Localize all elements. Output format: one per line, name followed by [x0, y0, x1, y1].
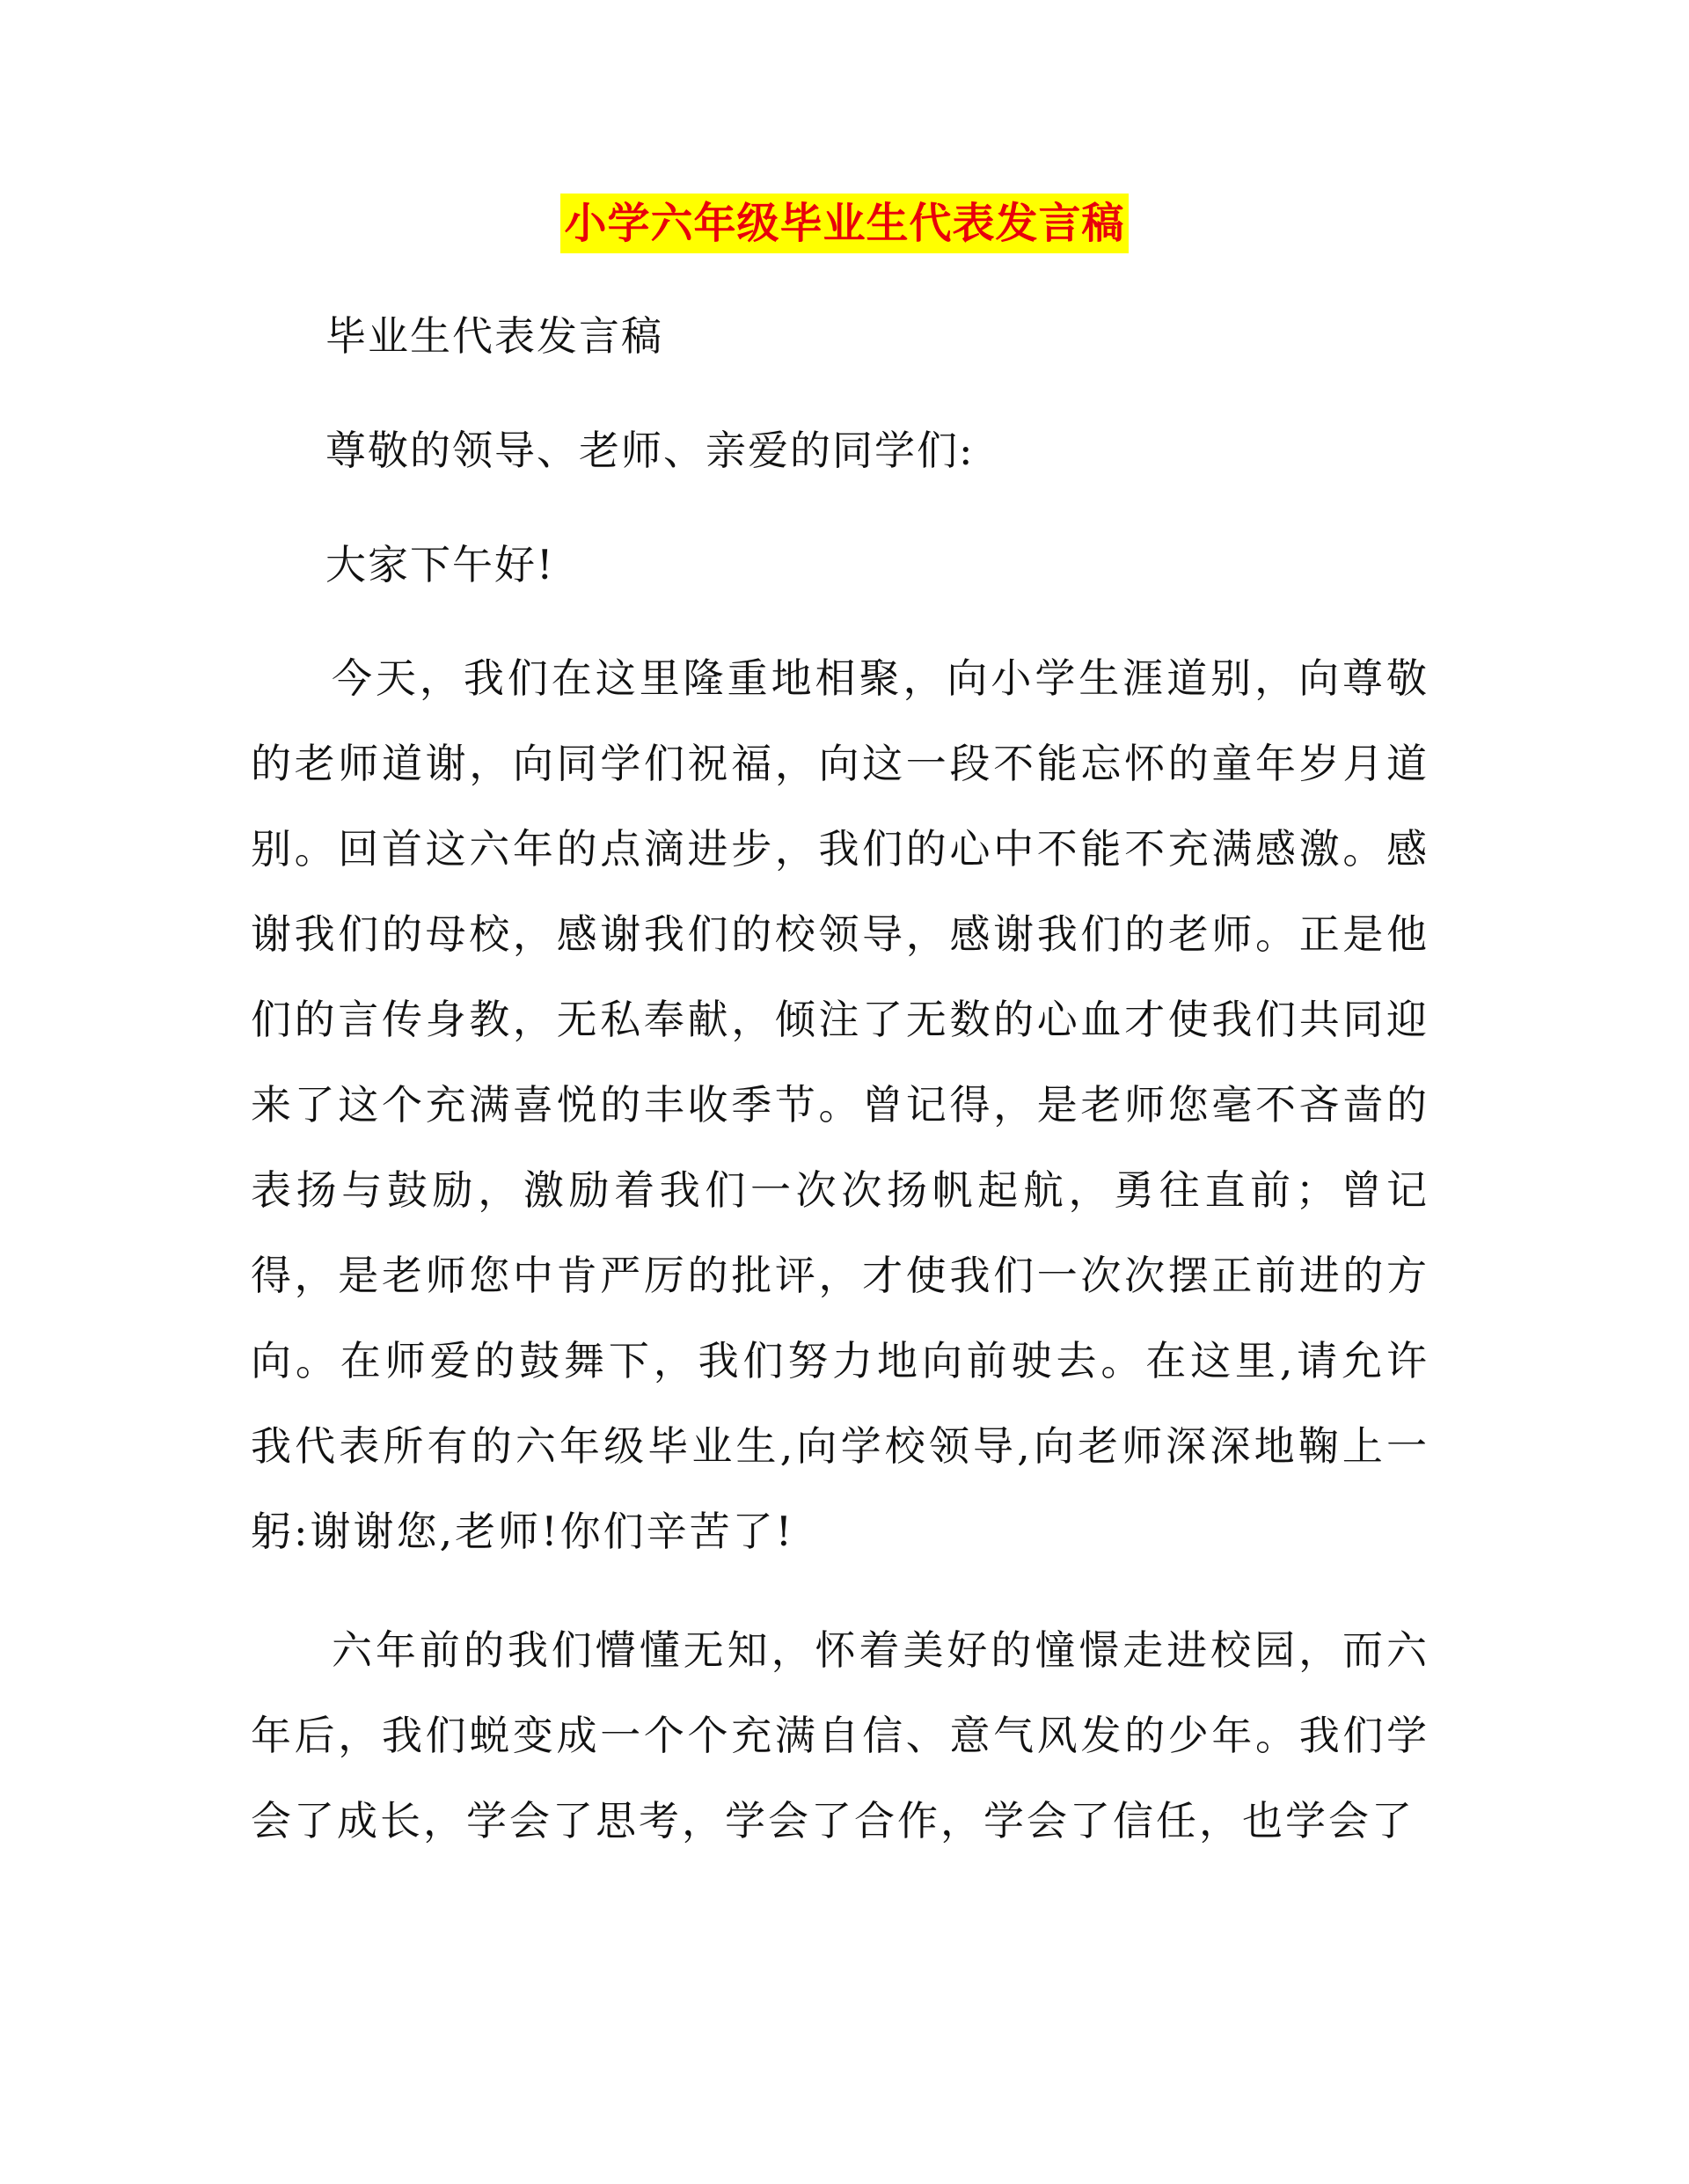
greeting: 大家下午好! [325, 541, 555, 588]
title-container [0, 194, 1689, 253]
speech-heading: 毕业生代表发言稿 [325, 312, 663, 360]
document-title: 小学六年级毕业生代表发言稿 [560, 194, 1128, 253]
paragraph-1: 今天，我们在这里隆重地相聚，向小学生涯道别，向尊敬的老师道谢，向同学们祝福，向这一段不能忘怀的童年岁月道别。回首这六年的点滴进步，我们的心中不能不充满感激。感谢我们的母校，感谢我们的校领导，感谢我们的老师。正是他们的言传身教，无私奉献，倾注了无数的心血才使我们共同迎来了这个充满喜悦的丰收季节。曾记得，是老师您毫不吝啬的表扬与鼓励，激励着我们一次次扬帆起航，勇往直前；曾记得，是老师您中肯严厉的批评，才使我们一次次摆正前进的方向。在师爱的鼓舞下，我们努力地向前驶去。在这里,请允许我代表所有的六年级毕业生,向学校领导,向老师深深地鞠上一躬:谢谢您,老师!你们辛苦了! [251, 654, 1429, 1555]
salutation: 尊敬的领导、老师、亲爱的同学们: [325, 427, 975, 474]
paragraph-2: 六年前的我们懵懂无知，怀着美好的憧憬走进校园，而六年后，我们蜕变成一个个充满自信、意气风发的少年。我们学会了成长，学会了思考，学会了合作，学会了信任，也学会了 [251, 1626, 1429, 1844]
